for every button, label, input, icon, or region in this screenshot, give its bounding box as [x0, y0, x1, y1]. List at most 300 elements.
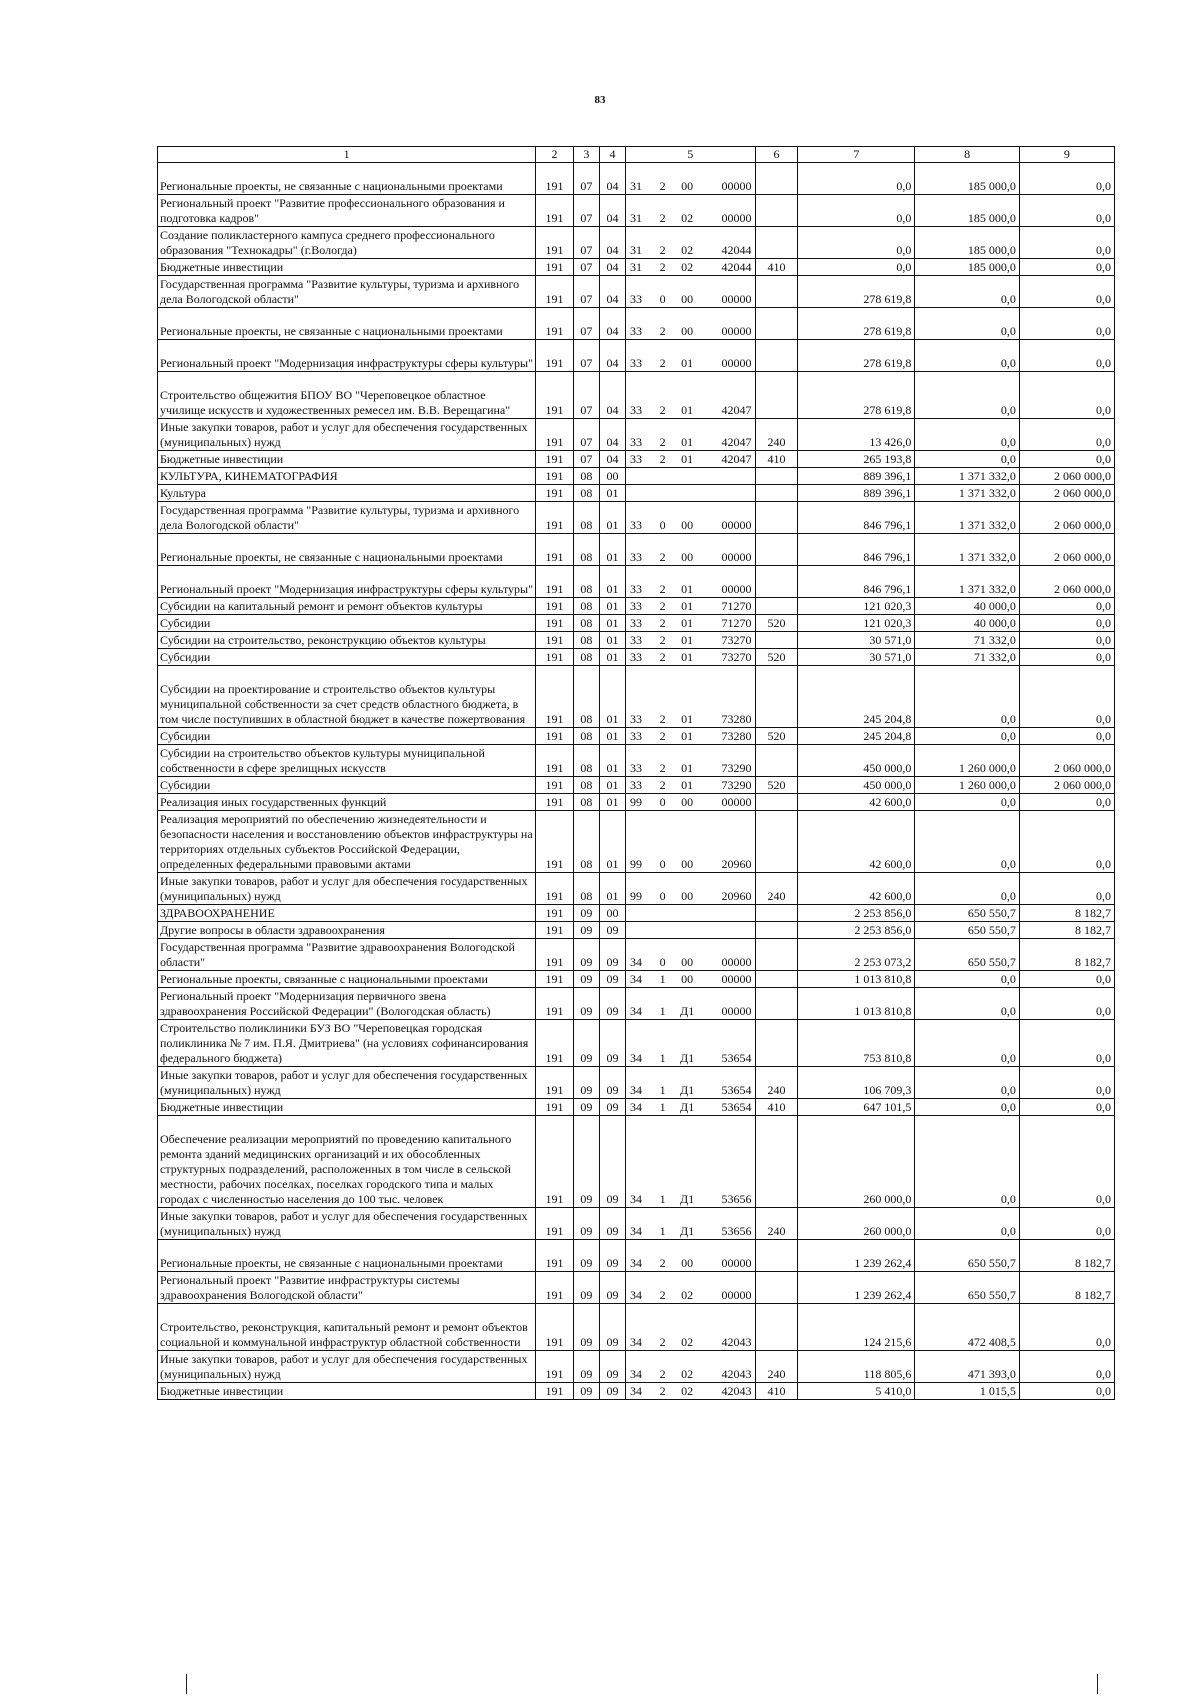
amount-col-7: 2 253 073,2: [798, 939, 915, 971]
code-subsection: 01: [599, 566, 625, 598]
code-expense-type: [755, 340, 798, 372]
code-target-4: 20960: [703, 811, 755, 873]
code-admin: 191: [536, 728, 574, 745]
code-target-3: 00: [671, 971, 702, 988]
code-target-3: Д1: [671, 1208, 702, 1240]
code-admin: 191: [536, 502, 574, 534]
amount-col-7: 30 571,0: [798, 649, 915, 666]
table-row: [158, 939, 1115, 971]
code-target-1: 33: [626, 632, 654, 649]
code-target-2: 2: [654, 649, 672, 666]
code-expense-type: [755, 195, 798, 227]
code-subsection: 04: [599, 340, 625, 372]
amount-col-7: 278 619,8: [798, 276, 915, 308]
code-section: 08: [573, 468, 599, 485]
row-name: Строительство, реконструкция, капитальный ремонт и ремонт объектов социальной и коммунальной инфраструктур областной собственности: [158, 1304, 536, 1351]
header-col-2: 2: [536, 147, 574, 163]
code-target-3: [671, 485, 702, 502]
amount-col-7: 30 571,0: [798, 632, 915, 649]
row-name: Культура: [158, 485, 536, 502]
amount-col-7: 265 193,8: [798, 451, 915, 468]
code-subsection: 00: [599, 468, 625, 485]
amount-col-8: 1 260 000,0: [915, 777, 1019, 794]
amount-col-7: 450 000,0: [798, 745, 915, 777]
code-target-3: Д1: [671, 988, 702, 1020]
amount-col-9: 0,0: [1019, 259, 1114, 276]
row-name: Иные закупки товаров, работ и услуг для обеспечения государственных (муниципальных) нужд: [158, 1208, 536, 1240]
code-target-2: 2: [654, 163, 672, 195]
row-name: Субсидии: [158, 615, 536, 632]
code-target-3: [671, 905, 702, 922]
table-row: [158, 195, 1115, 227]
amount-col-7: 278 619,8: [798, 308, 915, 340]
table-row: [158, 811, 1115, 873]
table-row: [158, 649, 1115, 666]
code-target-3: 00: [671, 534, 702, 566]
code-target-4: 00000: [703, 195, 755, 227]
page-number: 83: [594, 94, 606, 106]
code-target-3: 01: [671, 728, 702, 745]
amount-col-9: 0,0: [1019, 419, 1114, 451]
code-target-2: 2: [654, 745, 672, 777]
code-target-3: 02: [671, 227, 702, 259]
code-target-1: 34: [626, 1099, 654, 1116]
header-col-6: 6: [755, 147, 798, 163]
code-target-2: 1: [654, 1067, 672, 1099]
code-subsection: 09: [599, 1351, 625, 1383]
code-target-1: 31: [626, 259, 654, 276]
amount-col-7: 1 239 262,4: [798, 1272, 915, 1304]
row-name: Иные закупки товаров, работ и услуг для обеспечения государственных (муниципальных) нужд: [158, 1067, 536, 1099]
table-row: [158, 485, 1115, 502]
amount-col-8: 1 371 332,0: [915, 502, 1019, 534]
row-name: Бюджетные инвестиции: [158, 451, 536, 468]
code-expense-type: 520: [755, 615, 798, 632]
row-name: Региональные проекты, связанные с национальными проектами: [158, 971, 536, 988]
code-target-4: 00000: [703, 988, 755, 1020]
code-section: 08: [573, 777, 599, 794]
code-section: 07: [573, 419, 599, 451]
code-expense-type: [755, 632, 798, 649]
code-target-4: 71270: [703, 598, 755, 615]
code-target-2: 1: [654, 1116, 672, 1208]
code-target-3: 02: [671, 1304, 702, 1351]
code-admin: 191: [536, 1208, 574, 1240]
code-expense-type: [755, 1304, 798, 1351]
table-row: [158, 276, 1115, 308]
amount-col-7: 121 020,3: [798, 615, 915, 632]
code-expense-type: [755, 988, 798, 1020]
code-target-3: Д1: [671, 1020, 702, 1067]
amount-col-9: 8 182,7: [1019, 922, 1114, 939]
code-expense-type: [755, 1240, 798, 1272]
code-target-2: 2: [654, 1351, 672, 1383]
code-admin: 191: [536, 922, 574, 939]
code-section: 08: [573, 502, 599, 534]
amount-col-8: 0,0: [915, 340, 1019, 372]
code-expense-type: [755, 971, 798, 988]
code-target-2: 0: [654, 811, 672, 873]
code-target-1: 33: [626, 777, 654, 794]
amount-col-8: 650 550,7: [915, 905, 1019, 922]
code-target-4: 00000: [703, 276, 755, 308]
code-expense-type: [755, 905, 798, 922]
code-target-4: 53654: [703, 1020, 755, 1067]
row-name: Региональный проект "Модернизация инфраструктуры сферы культуры": [158, 340, 536, 372]
code-target-3: 00: [671, 1240, 702, 1272]
row-name: Государственная программа "Развитие здравоохранения Вологодской области": [158, 939, 536, 971]
code-admin: 191: [536, 632, 574, 649]
amount-col-8: 0,0: [915, 1208, 1019, 1240]
row-name: Бюджетные инвестиции: [158, 259, 536, 276]
row-name: Региональный проект "Развитие профессионального образования и подготовка кадров": [158, 195, 536, 227]
table-row: [158, 728, 1115, 745]
code-admin: 191: [536, 1099, 574, 1116]
table-row: [158, 988, 1115, 1020]
amount-col-8: 0,0: [915, 794, 1019, 811]
code-admin: 191: [536, 1383, 574, 1400]
code-subsection: 01: [599, 502, 625, 534]
code-target-1: 33: [626, 745, 654, 777]
code-target-1: 34: [626, 1272, 654, 1304]
amount-col-8: 0,0: [915, 1020, 1019, 1067]
code-target-2: 0: [654, 502, 672, 534]
code-target-1: 34: [626, 971, 654, 988]
code-admin: 191: [536, 163, 574, 195]
code-target-1: 33: [626, 566, 654, 598]
code-expense-type: 240: [755, 419, 798, 451]
amount-col-8: 185 000,0: [915, 195, 1019, 227]
table-row: [158, 340, 1115, 372]
code-subsection: 09: [599, 1240, 625, 1272]
code-target-3: 01: [671, 632, 702, 649]
code-target-1: 31: [626, 195, 654, 227]
code-subsection: 04: [599, 163, 625, 195]
code-expense-type: [755, 276, 798, 308]
code-target-3: 01: [671, 340, 702, 372]
code-admin: 191: [536, 227, 574, 259]
code-expense-type: 410: [755, 259, 798, 276]
code-admin: 191: [536, 971, 574, 988]
amount-col-8: 40 000,0: [915, 615, 1019, 632]
amount-col-9: 2 060 000,0: [1019, 485, 1114, 502]
code-subsection: 01: [599, 811, 625, 873]
code-subsection: 04: [599, 259, 625, 276]
row-name: Государственная программа "Развитие культуры, туризма и архивного дела Вологодской области": [158, 276, 536, 308]
code-section: 07: [573, 308, 599, 340]
amount-col-9: 0,0: [1019, 598, 1114, 615]
code-subsection: 09: [599, 939, 625, 971]
code-section: 09: [573, 1240, 599, 1272]
table-row: [158, 1383, 1115, 1400]
table-row: [158, 1116, 1115, 1208]
code-section: 07: [573, 276, 599, 308]
amount-col-7: 1 239 262,4: [798, 1240, 915, 1272]
code-target-4: 00000: [703, 971, 755, 988]
row-name: ЗДРАВООХРАНЕНИЕ: [158, 905, 536, 922]
code-target-4: 73270: [703, 649, 755, 666]
amount-col-9: 0,0: [1019, 666, 1114, 728]
table-row: [158, 259, 1115, 276]
table-row: [158, 632, 1115, 649]
row-name: Региональный проект "Модернизация первичного звена здравоохранения Российской Федерации" (Вологодская область): [158, 988, 536, 1020]
code-target-3: Д1: [671, 1116, 702, 1208]
amount-col-7: 118 805,6: [798, 1351, 915, 1383]
amount-col-7: 0,0: [798, 163, 915, 195]
amount-col-8: 472 408,5: [915, 1304, 1019, 1351]
amount-col-9: 0,0: [1019, 1067, 1114, 1099]
code-section: 07: [573, 451, 599, 468]
amount-col-8: 0,0: [915, 1116, 1019, 1208]
code-target-2: 2: [654, 451, 672, 468]
amount-col-8: 0,0: [915, 728, 1019, 745]
amount-col-9: 8 182,7: [1019, 1272, 1114, 1304]
code-target-4: 42043: [703, 1383, 755, 1400]
code-target-4: 53656: [703, 1116, 755, 1208]
header-col-8: 8: [915, 147, 1019, 163]
code-admin: 191: [536, 794, 574, 811]
code-subsection: 01: [599, 777, 625, 794]
amount-col-8: 650 550,7: [915, 922, 1019, 939]
table-row: [158, 163, 1115, 195]
code-subsection: 01: [599, 649, 625, 666]
amount-col-9: 0,0: [1019, 1116, 1114, 1208]
amount-col-9: 2 060 000,0: [1019, 777, 1114, 794]
code-subsection: 04: [599, 195, 625, 227]
amount-col-8: 650 550,7: [915, 1272, 1019, 1304]
code-admin: 191: [536, 777, 574, 794]
code-subsection: 01: [599, 666, 625, 728]
table-row: [158, 873, 1115, 905]
amount-col-7: 846 796,1: [798, 566, 915, 598]
code-target-2: 1: [654, 1020, 672, 1067]
code-target-1: 31: [626, 227, 654, 259]
code-target-3: 02: [671, 1272, 702, 1304]
amount-col-7: 278 619,8: [798, 340, 915, 372]
code-subsection: 04: [599, 227, 625, 259]
amount-col-8: 0,0: [915, 372, 1019, 419]
code-subsection: 04: [599, 372, 625, 419]
code-target-2: 1: [654, 988, 672, 1020]
code-target-2: 2: [654, 666, 672, 728]
amount-col-9: 0,0: [1019, 372, 1114, 419]
code-target-2: 1: [654, 1099, 672, 1116]
amount-col-7: 0,0: [798, 195, 915, 227]
code-target-1: 99: [626, 811, 654, 873]
amount-col-7: 2 253 856,0: [798, 922, 915, 939]
amount-col-8: 0,0: [915, 873, 1019, 905]
code-subsection: 09: [599, 1067, 625, 1099]
code-target-3: 01: [671, 666, 702, 728]
amount-col-8: 0,0: [915, 308, 1019, 340]
code-expense-type: [755, 598, 798, 615]
amount-col-9: 8 182,7: [1019, 1240, 1114, 1272]
row-name: Субсидии: [158, 649, 536, 666]
code-target-4: [703, 468, 755, 485]
amount-col-9: 0,0: [1019, 794, 1114, 811]
row-name: Субсидии на строительство объектов культуры муниципальной собственности в сфере зрелищных искусств: [158, 745, 536, 777]
code-admin: 191: [536, 598, 574, 615]
code-expense-type: [755, 1272, 798, 1304]
table-row: [158, 794, 1115, 811]
code-section: 08: [573, 666, 599, 728]
row-name: Региональные проекты, не связанные с национальными проектами: [158, 308, 536, 340]
amount-col-8: 0,0: [915, 971, 1019, 988]
code-subsection: 09: [599, 1099, 625, 1116]
code-admin: 191: [536, 905, 574, 922]
code-admin: 191: [536, 811, 574, 873]
table-row: [158, 905, 1115, 922]
amount-col-9: 0,0: [1019, 811, 1114, 873]
amount-col-9: 0,0: [1019, 163, 1114, 195]
code-target-2: 2: [654, 195, 672, 227]
code-subsection: 09: [599, 971, 625, 988]
header-col-9: 9: [1019, 147, 1114, 163]
code-expense-type: [755, 163, 798, 195]
code-subsection: 01: [599, 794, 625, 811]
row-name: Обеспечение реализации мероприятий по проведению капитального ремонта зданий медицинских организаций и их обособленных структурных подразделений, расположенных в том числе в сельской местности, рабочих поселках, поселках городского типа и малых городах с численностью населения до 100 тыс. человек: [158, 1116, 536, 1208]
amount-col-9: 8 182,7: [1019, 905, 1114, 922]
code-target-3: 00: [671, 276, 702, 308]
code-subsection: 01: [599, 615, 625, 632]
code-subsection: 01: [599, 632, 625, 649]
row-name: Реализация иных государственных функций: [158, 794, 536, 811]
code-target-3: 01: [671, 649, 702, 666]
code-target-3: 00: [671, 873, 702, 905]
code-target-4: 42043: [703, 1304, 755, 1351]
amount-col-8: 1 371 332,0: [915, 566, 1019, 598]
code-admin: 191: [536, 1272, 574, 1304]
code-subsection: 01: [599, 745, 625, 777]
code-admin: 191: [536, 276, 574, 308]
table-row: [158, 971, 1115, 988]
header-col-4: 4: [599, 147, 625, 163]
amount-col-8: 0,0: [915, 1067, 1019, 1099]
code-target-4: 00000: [703, 939, 755, 971]
code-subsection: 01: [599, 873, 625, 905]
code-target-3: [671, 468, 702, 485]
code-expense-type: 410: [755, 451, 798, 468]
amount-col-7: 42 600,0: [798, 794, 915, 811]
code-target-1: 33: [626, 340, 654, 372]
code-expense-type: [755, 372, 798, 419]
code-target-4: 42047: [703, 372, 755, 419]
code-target-2: 2: [654, 598, 672, 615]
amount-col-8: 0,0: [915, 811, 1019, 873]
amount-col-7: 245 204,8: [798, 666, 915, 728]
code-expense-type: 240: [755, 1067, 798, 1099]
table-row: [158, 666, 1115, 728]
row-name: Региональный проект "Развитие инфраструктуры системы здравоохранения Вологодской области": [158, 1272, 536, 1304]
code-target-4: 42044: [703, 259, 755, 276]
code-target-1: 34: [626, 1020, 654, 1067]
code-subsection: 01: [599, 534, 625, 566]
code-admin: 191: [536, 534, 574, 566]
code-target-4: 53656: [703, 1208, 755, 1240]
row-name: Региональные проекты, не связанные с национальными проектами: [158, 163, 536, 195]
code-target-1: 34: [626, 1116, 654, 1208]
code-target-1: 31: [626, 163, 654, 195]
amount-col-9: 0,0: [1019, 1208, 1114, 1240]
row-name: Строительство поликлиники БУЗ ВО "Череповецкая городская поликлиника № 7 им. П.Я. Дмитриева" (на условиях софинансирования федерального бюджета): [158, 1020, 536, 1067]
table-body: [158, 163, 1115, 1400]
table-row: [158, 1067, 1115, 1099]
row-name: Субсидии: [158, 777, 536, 794]
code-target-4: 53654: [703, 1067, 755, 1099]
code-target-3: 00: [671, 308, 702, 340]
code-target-1: 33: [626, 598, 654, 615]
code-expense-type: 410: [755, 1383, 798, 1400]
code-target-1: 34: [626, 1351, 654, 1383]
table-row: [158, 534, 1115, 566]
header-col-7: 7: [798, 147, 915, 163]
row-name: Субсидии на строительство, реконструкцию объектов культуры: [158, 632, 536, 649]
code-target-3: 01: [671, 615, 702, 632]
code-section: 08: [573, 534, 599, 566]
amount-col-9: 0,0: [1019, 873, 1114, 905]
code-section: 09: [573, 905, 599, 922]
row-name: Иные закупки товаров, работ и услуг для обеспечения государственных (муниципальных) нужд: [158, 873, 536, 905]
amount-col-8: 650 550,7: [915, 1240, 1019, 1272]
row-name: Субсидии на капитальный ремонт и ремонт объектов культуры: [158, 598, 536, 615]
amount-col-9: 0,0: [1019, 195, 1114, 227]
code-target-1: [626, 922, 654, 939]
code-expense-type: 240: [755, 1208, 798, 1240]
amount-col-7: 5 410,0: [798, 1383, 915, 1400]
amount-col-8: 185 000,0: [915, 227, 1019, 259]
code-admin: 191: [536, 195, 574, 227]
code-subsection: 01: [599, 598, 625, 615]
code-admin: 191: [536, 1351, 574, 1383]
code-target-3: 01: [671, 451, 702, 468]
code-target-3: 02: [671, 259, 702, 276]
code-subsection: 09: [599, 1272, 625, 1304]
code-target-4: 42043: [703, 1351, 755, 1383]
amount-col-8: 1 371 332,0: [915, 468, 1019, 485]
code-expense-type: 410: [755, 1099, 798, 1116]
code-section: 09: [573, 971, 599, 988]
amount-col-8: 71 332,0: [915, 649, 1019, 666]
code-subsection: 09: [599, 1116, 625, 1208]
code-target-2: 1: [654, 1208, 672, 1240]
amount-col-9: 0,0: [1019, 308, 1114, 340]
code-target-1: 33: [626, 276, 654, 308]
amount-col-9: 0,0: [1019, 615, 1114, 632]
code-subsection: 09: [599, 922, 625, 939]
code-expense-type: 520: [755, 649, 798, 666]
amount-col-8: 0,0: [915, 1099, 1019, 1116]
amount-col-7: 1 013 810,8: [798, 971, 915, 988]
code-target-4: 42047: [703, 451, 755, 468]
code-target-1: 33: [626, 451, 654, 468]
code-expense-type: [755, 485, 798, 502]
code-target-1: 33: [626, 372, 654, 419]
code-expense-type: [755, 939, 798, 971]
amount-col-9: 0,0: [1019, 728, 1114, 745]
code-admin: 191: [536, 308, 574, 340]
code-target-1: [626, 905, 654, 922]
code-target-3: 01: [671, 372, 702, 419]
code-target-2: 2: [654, 566, 672, 598]
code-admin: 191: [536, 1240, 574, 1272]
code-target-2: [654, 922, 672, 939]
amount-col-7: 647 101,5: [798, 1099, 915, 1116]
code-section: 08: [573, 649, 599, 666]
code-target-3: 01: [671, 566, 702, 598]
table-row: [158, 451, 1115, 468]
code-target-3: 00: [671, 502, 702, 534]
code-target-1: 34: [626, 1240, 654, 1272]
